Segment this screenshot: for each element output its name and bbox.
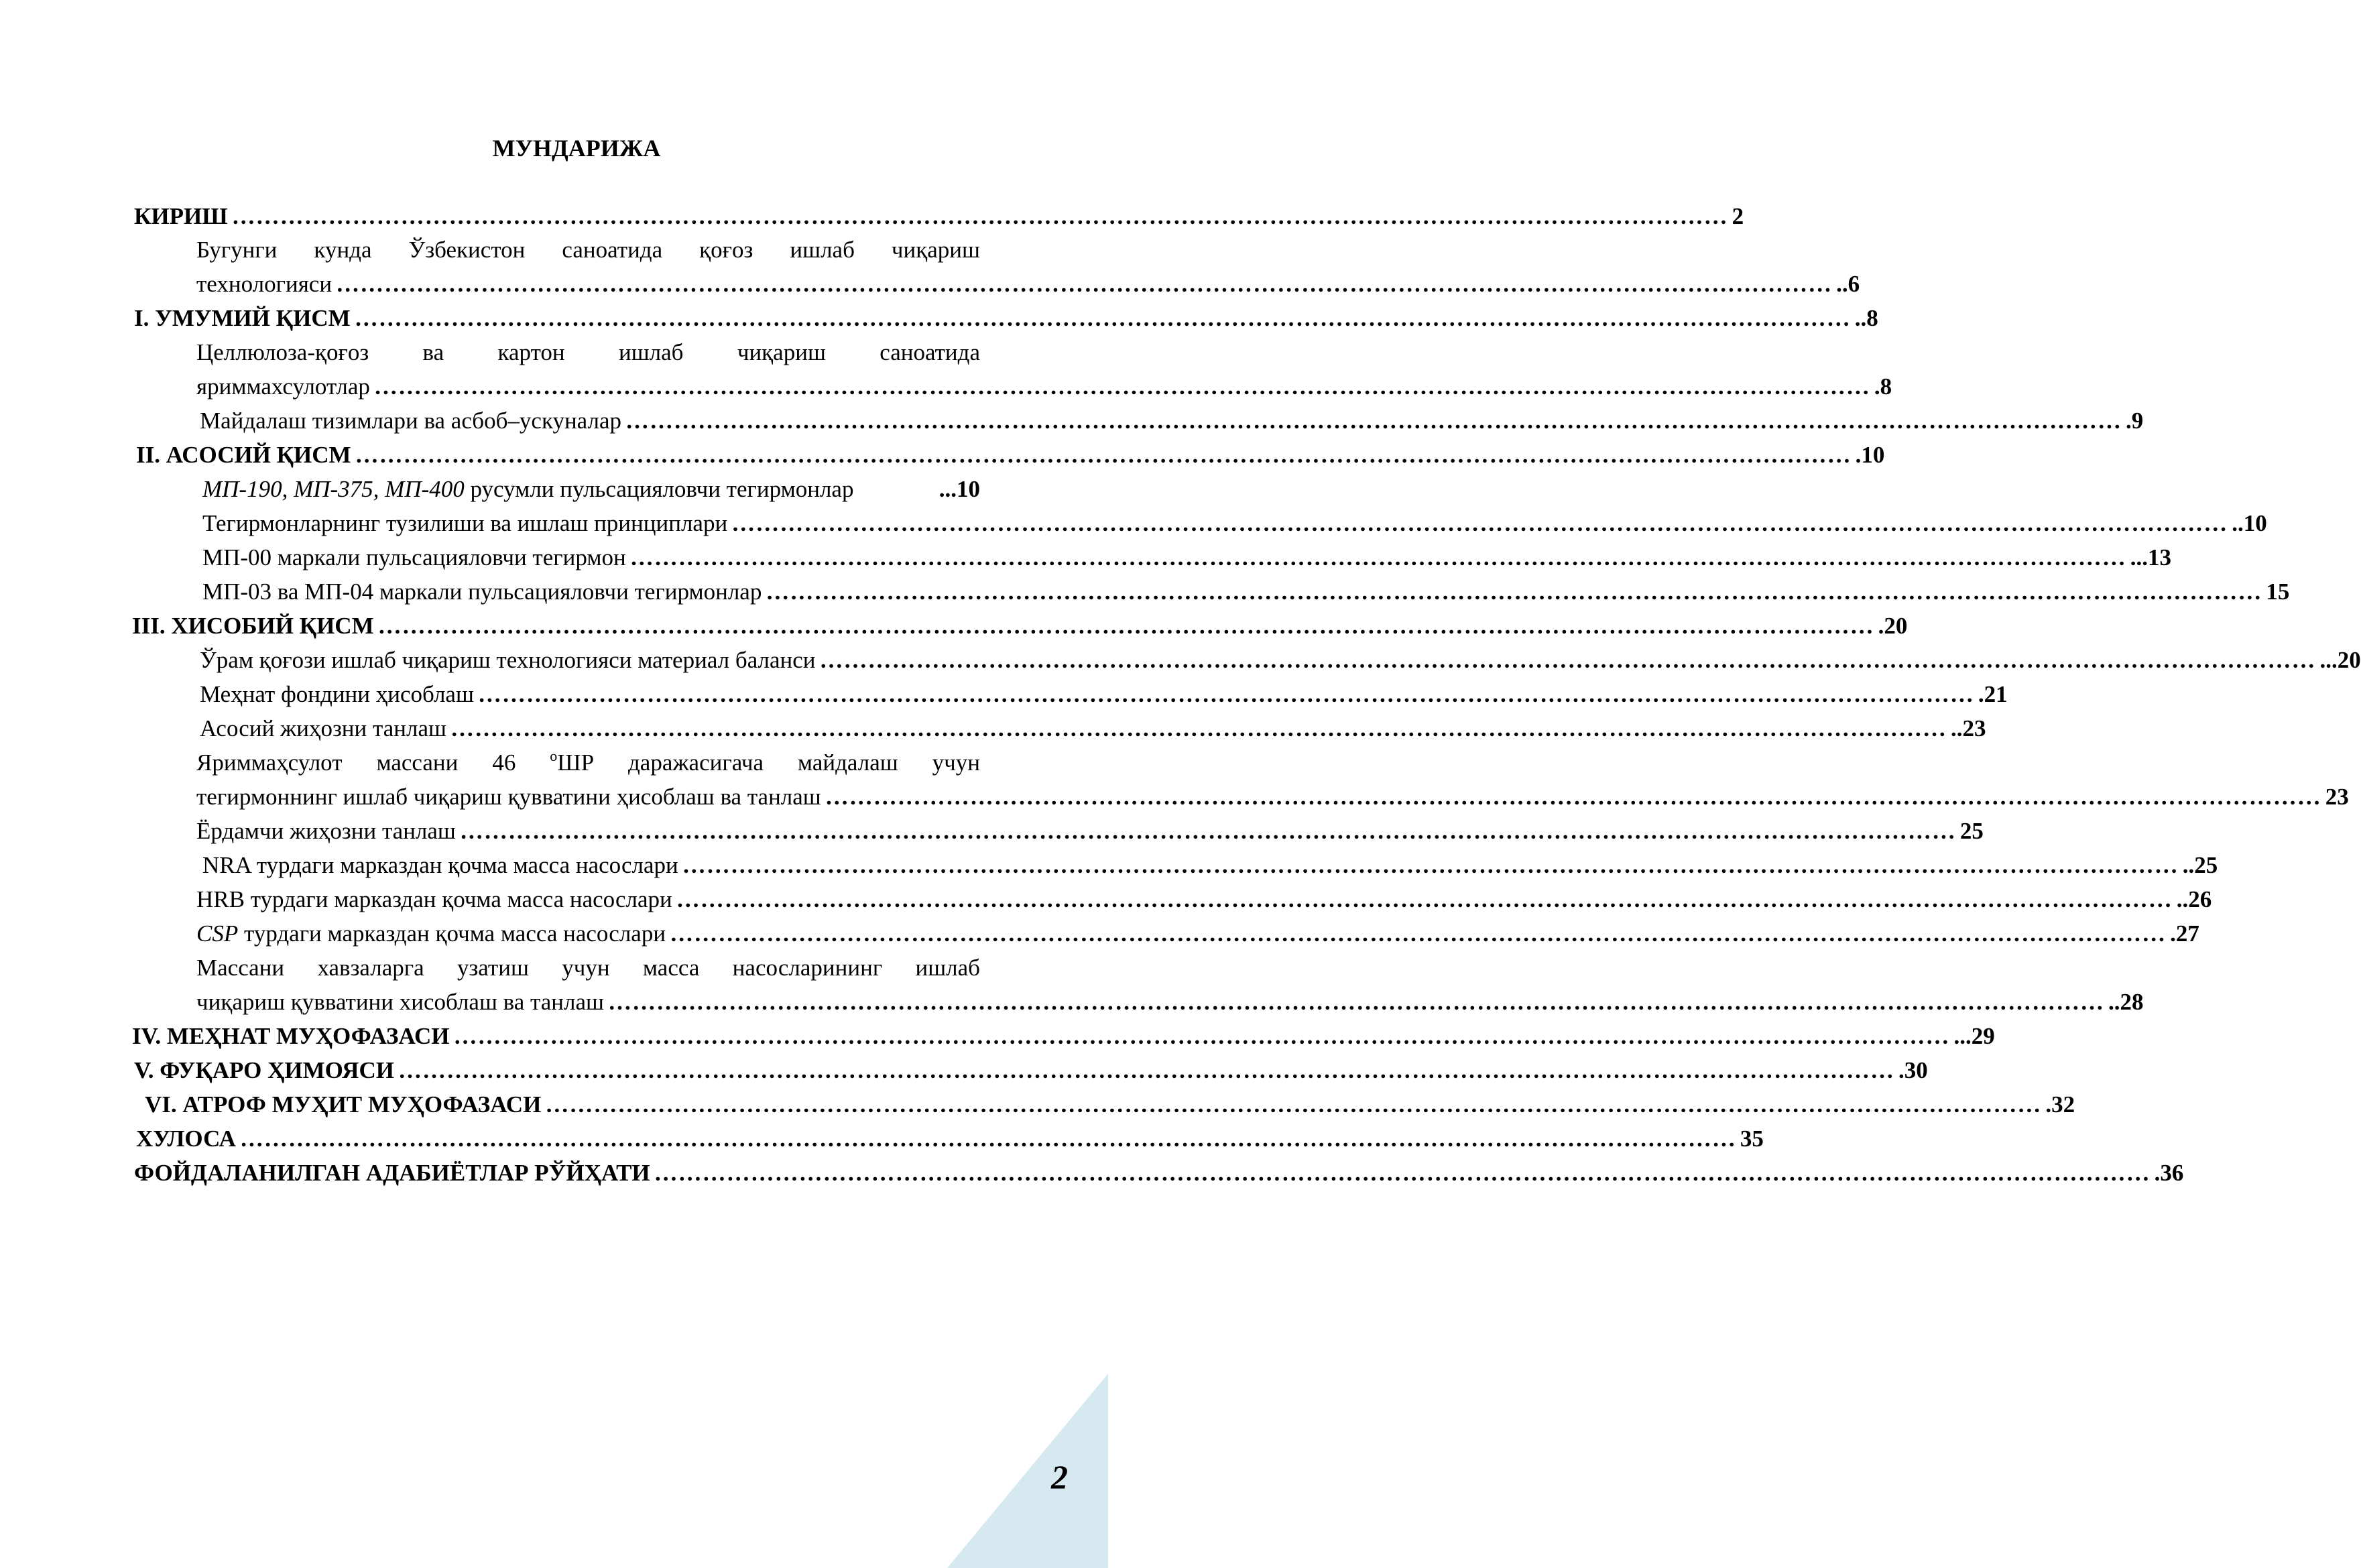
- toc-page-number: .21: [1978, 681, 2008, 707]
- toc-entry-line: Бугунги кунда Ўзбекистон саноатида қоғоз ишлаб чиқариш: [196, 237, 980, 263]
- toc-entry-grinding-systems[interactable]: [200, 406, 2144, 436]
- toc-entry-fuqaro[interactable]: [134, 1055, 1928, 1086]
- toc-leader: ……………………………………………………………………………………………………………………………………………………………………: [625, 408, 2122, 434]
- corner-decoration: [947, 1374, 1108, 1568]
- toc-entry-label: III. ХИСОБИЙ ҚИСМ: [132, 613, 374, 639]
- toc-leader: ……………………………………………………………………………………………………………………………………………………………………: [607, 989, 2104, 1015]
- toc-entry-line-part: Яриммаҳсулот массани 46: [196, 749, 550, 776]
- toc-leader: ……………………………………………………………………………………………………………………………………………………………………: [819, 647, 2316, 673]
- toc-page-number: 25: [1959, 818, 1984, 844]
- toc-entry-label: Асосий жиҳозни танлаш: [200, 715, 446, 741]
- toc-entry-label: [202, 474, 853, 505]
- toc-page-number: ..25: [2182, 852, 2218, 878]
- toc-entry-label: VI. АТРОФ МУҲИТ МУҲОФАЗАСИ: [145, 1091, 542, 1118]
- toc-page-number: ..26: [2176, 886, 2212, 912]
- toc-page-number: .36: [2154, 1160, 2184, 1186]
- toc-leader: ……………………………………………………………………………………………………………………………………………………………………: [398, 1057, 1894, 1083]
- toc-entry-asosiy[interactable]: [136, 440, 1885, 471]
- toc-page-number: ..28: [2108, 989, 2144, 1015]
- toc-page-number: ...29: [1953, 1023, 1995, 1049]
- toc-entry-label-italic: МП-190, МП-375, МП-400: [202, 476, 465, 502]
- toc-entry-label: V. ФУҚАРО ҲИМОЯСИ: [134, 1057, 394, 1083]
- toc-page-number: .10: [1855, 442, 1885, 468]
- toc-page-number: .30: [1898, 1057, 1928, 1083]
- toc-entry-nra-pumps[interactable]: [202, 850, 2218, 881]
- toc-entry-adabiyot[interactable]: [134, 1158, 2184, 1189]
- toc-entry-kirish[interactable]: [134, 201, 1744, 232]
- toc-entry-label: технологияси: [196, 271, 332, 297]
- toc-page-number: 35: [1740, 1126, 1764, 1152]
- toc-leader: ……………………………………………………………………………………………………………………………………………………………………: [670, 920, 2167, 947]
- toc-entry-label: HRB турдаги марказдан қочма масса насослари: [196, 886, 672, 912]
- toc-leader: ……………………………………………………………………………………………………………………………………………………………………: [766, 579, 2262, 605]
- toc-page-number: 15: [2266, 579, 2290, 605]
- toc-leader: ……………………………………………………………………………………………………………………………………………………………………: [477, 681, 1974, 707]
- toc-leader: ……………………………………………………………………………………………………………………………………………………………………: [239, 1126, 1736, 1152]
- toc-entry-label: КИРИШ: [134, 203, 228, 229]
- toc-page-number: .9: [2126, 408, 2144, 434]
- toc-page-number: .8: [1874, 373, 1892, 400]
- toc-leader: ……………………………………………………………………………………………………………………………………………………………………: [459, 818, 1956, 844]
- toc-page-number: ..8: [1854, 305, 1878, 331]
- toc-leader: ……………………………………………………………………………………………………………………………………………………………………: [354, 305, 1851, 331]
- toc-entry-label: яриммахсулотлар: [196, 373, 370, 400]
- toc-page-number: 23: [2325, 784, 2349, 810]
- toc-page-number: ..6: [1836, 271, 1860, 297]
- toc-entry-xulosa[interactable]: [136, 1124, 1764, 1154]
- toc-page-number: ..10: [2232, 510, 2267, 536]
- toc-entry-paper-technology[interactable]: [196, 269, 1860, 300]
- toc-entry-main-equipment[interactable]: [200, 713, 1986, 744]
- toc-page-number: ..23: [1950, 715, 1986, 741]
- toc-entry-label-italic: CSP: [196, 920, 239, 947]
- toc-entry-pulsation-mills[interactable]: [202, 474, 980, 505]
- toc-leader: ……………………………………………………………………………………………………………………………………………………………………: [676, 886, 2173, 912]
- toc-page-number: .27: [2170, 920, 2199, 947]
- toc-entry-label: Майдалаш тизимлари ва асбоб–ускуналар: [200, 408, 622, 434]
- toc-entry-atrof[interactable]: [145, 1089, 2075, 1120]
- page-number: 2: [1051, 1458, 1068, 1496]
- toc-leader: ……………………………………………………………………………………………………………………………………………………………………: [545, 1091, 2042, 1118]
- toc-entry-mill-structure[interactable]: [202, 508, 2267, 539]
- toc-leader: ……………………………………………………………………………………………………………………………………………………………………: [453, 1023, 1950, 1049]
- toc-leader: ……………………………………………………………………………………………………………………………………………………………………: [450, 715, 1947, 741]
- toc-entry-label: [196, 918, 666, 949]
- toc-entry-label: I. УМУМИЙ ҚИСМ: [134, 305, 351, 331]
- toc-leader: ……………………………………………………………………………………………………………………………………………………………………: [336, 271, 1833, 297]
- page-title: МУНДАРИЖА: [492, 135, 661, 162]
- toc-entry-material-balance[interactable]: [200, 645, 2361, 676]
- toc-page-number: .20: [1878, 613, 1908, 639]
- toc-entry-label: МП-03 ва МП-04 маркали пульсацияловчи тегирмонлар: [202, 579, 762, 605]
- toc-entry-labor-fund[interactable]: [200, 679, 2008, 710]
- toc-entry-label-rest: турдаги марказдан қочма масса насослари: [238, 920, 666, 947]
- toc-entry-label: Тегирмонларнинг тузилиши ва ишлаш принциплари: [202, 510, 728, 536]
- toc-leader: ……………………………………………………………………………………………………………………………………………………………………: [682, 852, 2179, 878]
- toc-entry-label: Меҳнат фондини ҳисоблаш: [200, 681, 474, 707]
- toc-entry-label: IV. МЕҲНАТ МУҲОФАЗАСИ: [132, 1023, 450, 1049]
- toc-leader: ……………………………………………………………………………………………………………………………………………………………………: [629, 544, 2126, 570]
- toc-leader: ……………………………………………………………………………………………………………………………………………………………………: [654, 1160, 2151, 1186]
- toc-entry-label-rest: русумли пульсацияловчи тегирмонлар: [464, 476, 854, 502]
- toc-entry-label: NRA турдаги марказдан қочма масса насослари: [202, 852, 678, 878]
- toc-page-number: ...10: [939, 476, 980, 502]
- toc-entry-label: ФОЙДАЛАНИЛГАН АДАБИЁТЛАР РЎЙҲАТИ: [134, 1160, 650, 1186]
- toc-entry-hisobiy[interactable]: [132, 611, 1908, 642]
- toc-entry-mehnat[interactable]: [132, 1021, 1995, 1052]
- toc-entry-label: Ўрам қоғози ишлаб чиқариш технологияси материал баланси: [200, 647, 816, 673]
- toc-entry-line: Целлюлоза-қоғоз ва картон ишлаб чиқариш саноатида: [196, 339, 980, 365]
- toc-entry-csp-pumps[interactable]: [196, 918, 2199, 949]
- toc-entry-semi-products[interactable]: [196, 371, 1892, 402]
- toc-entry-line: Массани хавзаларга узатиш учун масса насосларининг ишлаб: [196, 955, 980, 981]
- toc-leader: ……………………………………………………………………………………………………………………………………………………………………: [731, 510, 2228, 536]
- toc-entry-mp00[interactable]: [202, 542, 2171, 573]
- toc-entry-mill-capacity[interactable]: [196, 782, 2349, 812]
- toc-page-number: ...13: [2130, 544, 2171, 570]
- toc-entry-label: тегирмоннинг ишлаб чиқариш қувватини ҳисоблаш ва танлаш: [196, 784, 821, 810]
- toc-page-number: ...20: [2319, 647, 2361, 673]
- toc-leader: ……………………………………………………………………………………………………………………………………………………………………: [355, 442, 1852, 468]
- toc-entry-line-part: ШР даражасигача майдалаш учун: [557, 749, 980, 776]
- toc-entry-umumiy[interactable]: [134, 303, 1878, 334]
- toc-page-number: .32: [2045, 1091, 2075, 1118]
- toc-entry-label: Ёрдамчи жиҳозни танлаш: [196, 818, 456, 844]
- toc-entry-label: ХУЛОСА: [136, 1126, 236, 1152]
- toc-entry-label: II. АСОСИЙ ҚИСМ: [136, 442, 351, 468]
- toc-leader: ……………………………………………………………………………………………………………………………………………………………………: [377, 613, 1874, 639]
- toc-entry-line: [196, 747, 980, 778]
- toc-entry-pump-capacity[interactable]: [196, 987, 2144, 1018]
- toc-page-number: 2: [1732, 203, 1744, 229]
- toc-leader: ……………………………………………………………………………………………………………………………………………………………………: [373, 373, 1870, 400]
- toc-entry-auxiliary-equipment[interactable]: [196, 816, 1984, 847]
- toc-leader: ……………………………………………………………………………………………………………………………………………………………………: [231, 203, 1728, 229]
- toc-entry-label: чиқариш қувватини хисоблаш ва танлаш: [196, 989, 604, 1015]
- toc-entry-hrb-pumps[interactable]: [196, 884, 2212, 915]
- toc-entry-label: МП-00 маркали пульсацияловчи тегирмон: [202, 544, 626, 570]
- toc-leader: ……………………………………………………………………………………………………………………………………………………………………: [825, 784, 2321, 810]
- toc-entry-mp03-mp04[interactable]: [202, 577, 2290, 607]
- degree-mark: о: [550, 747, 558, 764]
